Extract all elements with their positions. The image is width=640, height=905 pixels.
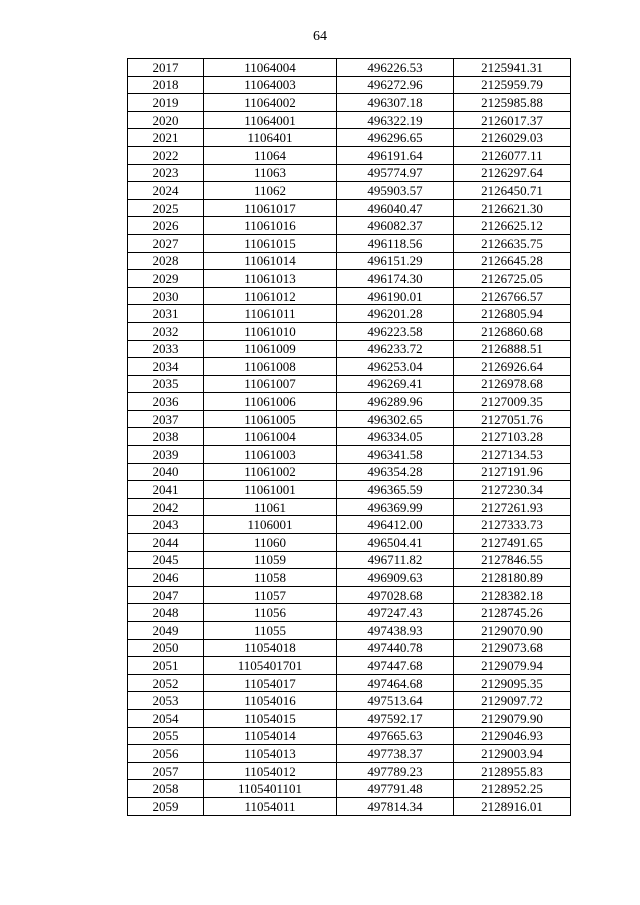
row-number-cell: 2017 xyxy=(128,59,204,77)
table-row xyxy=(128,252,571,270)
y-coordinate-cell: 2127491.65 xyxy=(454,534,571,552)
point-id-cell: 1106001 xyxy=(204,516,337,534)
row-number-cell: 2018 xyxy=(128,76,204,94)
table-row xyxy=(128,358,571,376)
x-coordinate-cell: 496272.96 xyxy=(337,76,454,94)
row-number-cell: 2034 xyxy=(128,358,204,376)
row-number-cell: 2044 xyxy=(128,534,204,552)
y-coordinate-cell: 2128180.89 xyxy=(454,569,571,587)
table-row xyxy=(128,234,571,252)
row-number-cell: 2027 xyxy=(128,234,204,252)
point-id-cell: 11054011 xyxy=(204,797,337,815)
table-row xyxy=(128,463,571,481)
point-id-cell: 11061010 xyxy=(204,322,337,340)
x-coordinate-cell: 495903.57 xyxy=(337,182,454,200)
x-coordinate-cell: 497447.68 xyxy=(337,657,454,675)
row-number-cell: 2036 xyxy=(128,393,204,411)
y-coordinate-cell: 2129097.72 xyxy=(454,692,571,710)
x-coordinate-cell: 496269.41 xyxy=(337,375,454,393)
y-coordinate-cell: 2126297.64 xyxy=(454,164,571,182)
row-number-cell: 2030 xyxy=(128,287,204,305)
point-id-cell: 11061005 xyxy=(204,410,337,428)
y-coordinate-cell: 2129070.90 xyxy=(454,622,571,640)
row-number-cell: 2025 xyxy=(128,199,204,217)
y-coordinate-cell: 2126725.05 xyxy=(454,270,571,288)
row-number-cell: 2026 xyxy=(128,217,204,235)
row-number-cell: 2043 xyxy=(128,516,204,534)
table-row xyxy=(128,340,571,358)
x-coordinate-cell: 497789.23 xyxy=(337,762,454,780)
x-coordinate-cell: 496369.99 xyxy=(337,498,454,516)
y-coordinate-cell: 2126029.03 xyxy=(454,129,571,147)
table-row xyxy=(128,59,571,77)
y-coordinate-cell: 2125985.88 xyxy=(454,94,571,112)
y-coordinate-cell: 2127333.73 xyxy=(454,516,571,534)
point-id-cell: 11061016 xyxy=(204,217,337,235)
table-row xyxy=(128,446,571,464)
y-coordinate-cell: 2125959.79 xyxy=(454,76,571,94)
row-number-cell: 2051 xyxy=(128,657,204,675)
x-coordinate-cell: 496354.28 xyxy=(337,463,454,481)
point-id-cell: 11064003 xyxy=(204,76,337,94)
page-number: 64 xyxy=(313,29,327,44)
row-number-cell: 2059 xyxy=(128,797,204,815)
point-id-cell: 11060 xyxy=(204,534,337,552)
y-coordinate-cell: 2126766.57 xyxy=(454,287,571,305)
x-coordinate-cell: 497438.93 xyxy=(337,622,454,640)
row-number-cell: 2033 xyxy=(128,340,204,358)
table-row xyxy=(128,639,571,657)
table-row xyxy=(128,551,571,569)
y-coordinate-cell: 2129079.90 xyxy=(454,709,571,727)
table-row xyxy=(128,111,571,129)
y-coordinate-cell: 2126888.51 xyxy=(454,340,571,358)
table-row xyxy=(128,129,571,147)
x-coordinate-cell: 496040.47 xyxy=(337,199,454,217)
x-coordinate-cell: 496151.29 xyxy=(337,252,454,270)
row-number-cell: 2038 xyxy=(128,428,204,446)
table-row xyxy=(128,305,571,323)
point-id-cell: 11054017 xyxy=(204,674,337,692)
y-coordinate-cell: 2129073.68 xyxy=(454,639,571,657)
point-id-cell: 11061001 xyxy=(204,481,337,499)
row-number-cell: 2028 xyxy=(128,252,204,270)
x-coordinate-cell: 496118.56 xyxy=(337,234,454,252)
y-coordinate-cell: 2127134.53 xyxy=(454,446,571,464)
x-coordinate-cell: 496191.64 xyxy=(337,146,454,164)
x-coordinate-cell: 497592.17 xyxy=(337,709,454,727)
row-number-cell: 2039 xyxy=(128,446,204,464)
point-id-cell: 11054014 xyxy=(204,727,337,745)
table-row xyxy=(128,481,571,499)
row-number-cell: 2021 xyxy=(128,129,204,147)
x-coordinate-cell: 496341.58 xyxy=(337,446,454,464)
point-id-cell: 1105401701 xyxy=(204,657,337,675)
x-coordinate-cell: 496289.96 xyxy=(337,393,454,411)
y-coordinate-cell: 2126978.68 xyxy=(454,375,571,393)
x-coordinate-cell: 497814.34 xyxy=(337,797,454,815)
y-coordinate-cell: 2129046.93 xyxy=(454,727,571,745)
point-id-cell: 11061 xyxy=(204,498,337,516)
point-id-cell: 11059 xyxy=(204,551,337,569)
row-number-cell: 2045 xyxy=(128,551,204,569)
row-number-cell: 2023 xyxy=(128,164,204,182)
y-coordinate-cell: 2126017.37 xyxy=(454,111,571,129)
table-row xyxy=(128,709,571,727)
x-coordinate-cell: 496334.05 xyxy=(337,428,454,446)
table-row xyxy=(128,604,571,622)
x-coordinate-cell: 497028.68 xyxy=(337,586,454,604)
x-coordinate-cell: 496365.59 xyxy=(337,481,454,499)
y-coordinate-cell: 2126450.71 xyxy=(454,182,571,200)
row-number-cell: 2031 xyxy=(128,305,204,323)
y-coordinate-cell: 2129079.94 xyxy=(454,657,571,675)
row-number-cell: 2040 xyxy=(128,463,204,481)
table-row xyxy=(128,375,571,393)
point-id-cell: 11064002 xyxy=(204,94,337,112)
y-coordinate-cell: 2126645.28 xyxy=(454,252,571,270)
x-coordinate-cell: 497791.48 xyxy=(337,780,454,798)
point-id-cell: 11054012 xyxy=(204,762,337,780)
point-id-cell: 1106401 xyxy=(204,129,337,147)
row-number-cell: 2052 xyxy=(128,674,204,692)
point-id-cell: 11061004 xyxy=(204,428,337,446)
y-coordinate-cell: 2128955.83 xyxy=(454,762,571,780)
table-row xyxy=(128,76,571,94)
row-number-cell: 2047 xyxy=(128,586,204,604)
y-coordinate-cell: 2128745.26 xyxy=(454,604,571,622)
point-id-cell: 11054016 xyxy=(204,692,337,710)
table-row xyxy=(128,727,571,745)
table-row xyxy=(128,622,571,640)
y-coordinate-cell: 2127230.34 xyxy=(454,481,571,499)
point-id-cell: 11054015 xyxy=(204,709,337,727)
table-row xyxy=(128,428,571,446)
point-id-cell: 11061007 xyxy=(204,375,337,393)
point-id-cell: 11064 xyxy=(204,146,337,164)
x-coordinate-cell: 496226.53 xyxy=(337,59,454,77)
x-coordinate-cell: 495774.97 xyxy=(337,164,454,182)
table-row xyxy=(128,287,571,305)
row-number-cell: 2050 xyxy=(128,639,204,657)
y-coordinate-cell: 2126926.64 xyxy=(454,358,571,376)
row-number-cell: 2046 xyxy=(128,569,204,587)
point-id-cell: 11063 xyxy=(204,164,337,182)
point-id-cell: 11062 xyxy=(204,182,337,200)
x-coordinate-cell: 496253.04 xyxy=(337,358,454,376)
y-coordinate-cell: 2127191.96 xyxy=(454,463,571,481)
row-number-cell: 2022 xyxy=(128,146,204,164)
table-row xyxy=(128,674,571,692)
row-number-cell: 2055 xyxy=(128,727,204,745)
row-number-cell: 2024 xyxy=(128,182,204,200)
row-number-cell: 2035 xyxy=(128,375,204,393)
y-coordinate-cell: 2129095.35 xyxy=(454,674,571,692)
y-coordinate-cell: 2129003.94 xyxy=(454,745,571,763)
row-number-cell: 2057 xyxy=(128,762,204,780)
x-coordinate-cell: 497247.43 xyxy=(337,604,454,622)
y-coordinate-cell: 2127261.93 xyxy=(454,498,571,516)
coordinates-table-body xyxy=(128,59,571,816)
y-coordinate-cell: 2127103.28 xyxy=(454,428,571,446)
point-id-cell: 11057 xyxy=(204,586,337,604)
table-row xyxy=(128,393,571,411)
table-row xyxy=(128,217,571,235)
row-number-cell: 2032 xyxy=(128,322,204,340)
row-number-cell: 2053 xyxy=(128,692,204,710)
x-coordinate-cell: 496201.28 xyxy=(337,305,454,323)
y-coordinate-cell: 2127846.55 xyxy=(454,551,571,569)
point-id-cell: 11055 xyxy=(204,622,337,640)
point-id-cell: 11058 xyxy=(204,569,337,587)
row-number-cell: 2029 xyxy=(128,270,204,288)
point-id-cell: 11061013 xyxy=(204,270,337,288)
x-coordinate-cell: 496190.01 xyxy=(337,287,454,305)
row-number-cell: 2019 xyxy=(128,94,204,112)
point-id-cell: 11061011 xyxy=(204,305,337,323)
y-coordinate-cell: 2126805.94 xyxy=(454,305,571,323)
y-coordinate-cell: 2126621.30 xyxy=(454,199,571,217)
x-coordinate-cell: 497513.64 xyxy=(337,692,454,710)
row-number-cell: 2049 xyxy=(128,622,204,640)
coordinates-table xyxy=(127,58,571,816)
y-coordinate-cell: 2126625.12 xyxy=(454,217,571,235)
x-coordinate-cell: 496302.65 xyxy=(337,410,454,428)
point-id-cell: 11056 xyxy=(204,604,337,622)
point-id-cell: 11064001 xyxy=(204,111,337,129)
table-row xyxy=(128,322,571,340)
table-row xyxy=(128,745,571,763)
row-number-cell: 2037 xyxy=(128,410,204,428)
y-coordinate-cell: 2127051.76 xyxy=(454,410,571,428)
point-id-cell: 11054013 xyxy=(204,745,337,763)
table-row xyxy=(128,657,571,675)
table-row xyxy=(128,534,571,552)
point-id-cell: 11054018 xyxy=(204,639,337,657)
x-coordinate-cell: 496504.41 xyxy=(337,534,454,552)
table-row xyxy=(128,797,571,815)
point-id-cell: 1105401101 xyxy=(204,780,337,798)
y-coordinate-cell: 2126860.68 xyxy=(454,322,571,340)
x-coordinate-cell: 497665.63 xyxy=(337,727,454,745)
row-number-cell: 2054 xyxy=(128,709,204,727)
x-coordinate-cell: 496174.30 xyxy=(337,270,454,288)
x-coordinate-cell: 497738.37 xyxy=(337,745,454,763)
x-coordinate-cell: 497440.78 xyxy=(337,639,454,657)
y-coordinate-cell: 2125941.31 xyxy=(454,59,571,77)
point-id-cell: 11061002 xyxy=(204,463,337,481)
x-coordinate-cell: 496909.63 xyxy=(337,569,454,587)
table-row xyxy=(128,498,571,516)
table-row xyxy=(128,146,571,164)
x-coordinate-cell: 496412.00 xyxy=(337,516,454,534)
point-id-cell: 11061012 xyxy=(204,287,337,305)
point-id-cell: 11061009 xyxy=(204,340,337,358)
point-id-cell: 11061006 xyxy=(204,393,337,411)
point-id-cell: 11061008 xyxy=(204,358,337,376)
table-row xyxy=(128,270,571,288)
row-number-cell: 2020 xyxy=(128,111,204,129)
table-row xyxy=(128,780,571,798)
x-coordinate-cell: 496307.18 xyxy=(337,94,454,112)
table-row xyxy=(128,199,571,217)
row-number-cell: 2041 xyxy=(128,481,204,499)
table-row xyxy=(128,586,571,604)
y-coordinate-cell: 2128952.25 xyxy=(454,780,571,798)
point-id-cell: 11064004 xyxy=(204,59,337,77)
point-id-cell: 11061003 xyxy=(204,446,337,464)
y-coordinate-cell: 2128382.18 xyxy=(454,586,571,604)
y-coordinate-cell: 2126077.11 xyxy=(454,146,571,164)
row-number-cell: 2056 xyxy=(128,745,204,763)
table-row xyxy=(128,94,571,112)
table-row xyxy=(128,516,571,534)
table-row xyxy=(128,692,571,710)
point-id-cell: 11061015 xyxy=(204,234,337,252)
row-number-cell: 2042 xyxy=(128,498,204,516)
table-row xyxy=(128,182,571,200)
point-id-cell: 11061017 xyxy=(204,199,337,217)
x-coordinate-cell: 496711.82 xyxy=(337,551,454,569)
table-row xyxy=(128,762,571,780)
point-id-cell: 11061014 xyxy=(204,252,337,270)
x-coordinate-cell: 496233.72 xyxy=(337,340,454,358)
y-coordinate-cell: 2128916.01 xyxy=(454,797,571,815)
x-coordinate-cell: 496322.19 xyxy=(337,111,454,129)
x-coordinate-cell: 496296.65 xyxy=(337,129,454,147)
table-row xyxy=(128,410,571,428)
x-coordinate-cell: 497464.68 xyxy=(337,674,454,692)
table-row xyxy=(128,569,571,587)
row-number-cell: 2058 xyxy=(128,780,204,798)
y-coordinate-cell: 2127009.35 xyxy=(454,393,571,411)
row-number-cell: 2048 xyxy=(128,604,204,622)
x-coordinate-cell: 496082.37 xyxy=(337,217,454,235)
y-coordinate-cell: 2126635.75 xyxy=(454,234,571,252)
x-coordinate-cell: 496223.58 xyxy=(337,322,454,340)
table-row xyxy=(128,164,571,182)
